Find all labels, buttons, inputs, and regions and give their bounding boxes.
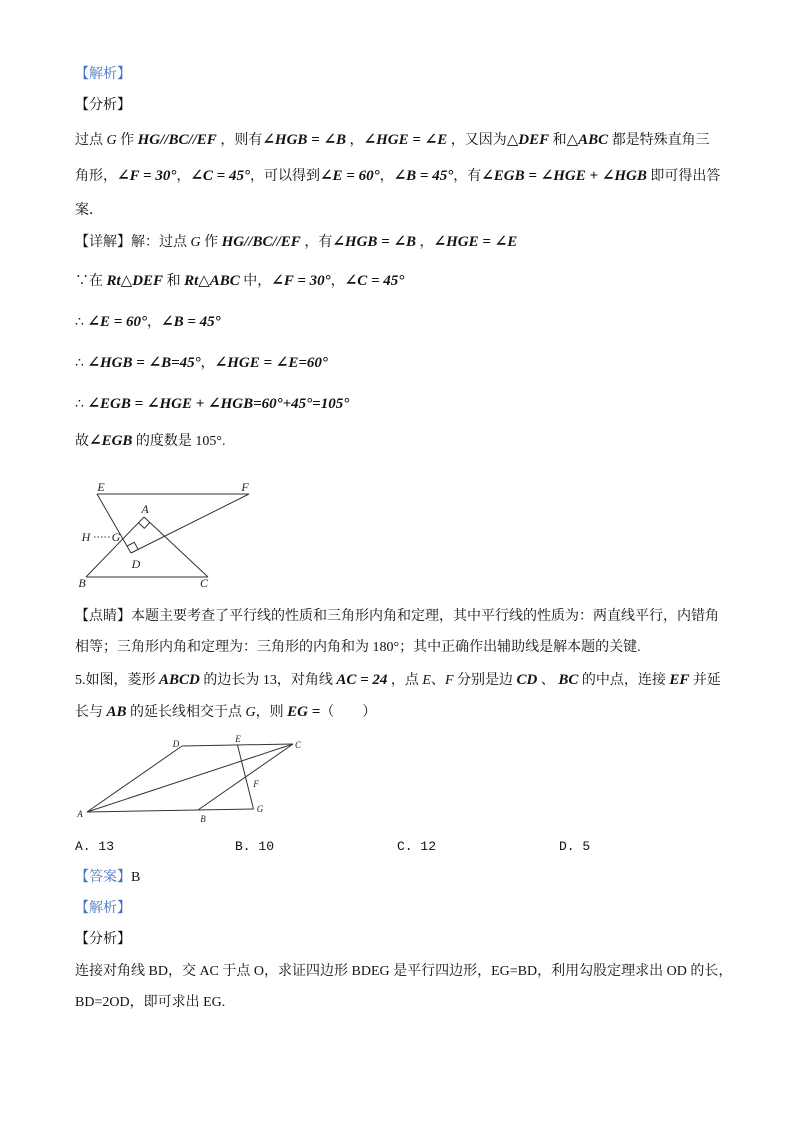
segment-eg <box>238 745 254 809</box>
point-label-b: B <box>200 814 206 824</box>
section-tag-answer: 【答案】 <box>75 870 131 885</box>
math-expression: ∠HGB = ∠B=45° <box>87 355 201 371</box>
math-variable: G <box>245 705 256 720</box>
math-expression: ∠HGE = ∠E <box>433 234 518 250</box>
point-label-d: D <box>131 557 141 571</box>
text-run: 长与 <box>75 705 107 720</box>
text-run: 即可得出答 <box>646 169 721 184</box>
math-expression: ∠EGB <box>89 433 133 449</box>
math-expression: ∠F = 30° <box>117 168 177 184</box>
math-expression: △ABC <box>566 132 609 148</box>
text-run: ，又因为 <box>447 133 507 148</box>
point-label-e: E <box>235 734 241 744</box>
text-run: 的延长线相交于点 <box>126 705 246 720</box>
text-run: ， <box>147 315 162 330</box>
option-b: B. 10 <box>235 839 275 854</box>
math-expression: ∠F = 30° <box>271 273 331 289</box>
section-tag-jiexi: 【解析】 <box>75 901 131 916</box>
math-expression: ∠B = 45° <box>161 314 221 330</box>
point-label-d: D <box>172 739 180 749</box>
key-point-line: 【点睛】本题主要考查了平行线的性质和三角形内角和定理，其中平行线的性质为：两直线平行，内错角 <box>75 609 719 624</box>
analysis-line <box>75 130 710 150</box>
option-c: C. 12 <box>397 839 437 854</box>
math-expression: AC = 24 <box>336 672 388 688</box>
diagonal-ac <box>87 744 293 812</box>
math-expression: ∠HGE = ∠E=60° <box>214 355 328 371</box>
math-expression: ∠E = 60° <box>87 314 148 330</box>
detail-line <box>75 271 404 291</box>
math-expression: ABCD <box>159 672 200 688</box>
math-expression: BC <box>558 672 579 688</box>
math-expression: Rt△DEF <box>106 273 164 289</box>
math-expression: HG//BC//EF <box>221 234 301 250</box>
point-label-e: E <box>97 480 105 494</box>
math-expression: ∠C = 45° <box>190 168 250 184</box>
text-run: 中， <box>239 274 272 289</box>
math-expression: CD <box>516 672 538 688</box>
point-label-g: G <box>111 530 121 544</box>
text-run: ， <box>346 133 364 148</box>
text-run: ， <box>176 169 191 184</box>
point-label-a: A <box>77 809 83 819</box>
detail-line <box>75 353 328 373</box>
math-variable: G <box>190 235 201 250</box>
text-run: ， <box>200 356 215 371</box>
question-stem-line <box>75 670 721 690</box>
point-label-c: C <box>199 576 209 590</box>
math-expression: ∠HGE = ∠E <box>363 132 448 148</box>
text-run: 案． <box>75 203 103 218</box>
text-run: 和 <box>163 274 185 289</box>
text-run: 作 <box>116 133 138 148</box>
detail-line <box>75 394 349 414</box>
text-run: ∴ <box>75 356 88 371</box>
right-angle-mark-a <box>139 523 150 529</box>
text-run: ∴ <box>75 397 88 412</box>
segment-ag <box>87 809 254 812</box>
answer-line <box>75 868 140 888</box>
text-run: ，点 <box>387 673 423 688</box>
point-label-f: F <box>241 480 249 494</box>
text-run: 的中点，连接 <box>578 673 670 688</box>
math-expression: ∠E = 60° <box>319 168 380 184</box>
text-run: ∵在 <box>75 274 107 289</box>
math-expression: AB <box>106 704 127 720</box>
detail-line <box>75 232 517 252</box>
text-run: ，有 <box>300 235 333 250</box>
point-label-g: G <box>256 804 264 814</box>
rhombus-figure <box>70 735 310 830</box>
option-d: D. 5 <box>559 839 591 854</box>
text-run: 过点 <box>75 133 107 148</box>
analysis-line: 连接对角线 BD，交 AC 于点 O，求证四边形 BDEG 是平行四边形，EG=BD，利用勾股定理求出 OD 的长， <box>75 964 733 979</box>
text-run: 角形， <box>75 169 117 184</box>
point-label-c: C <box>294 740 302 750</box>
point-label-h: H <box>81 530 91 544</box>
section-tag-jiexi: 【解析】 <box>75 67 131 82</box>
math-expression: ∠HGB = ∠B <box>262 132 347 148</box>
text-run: 5.如图，菱形 <box>75 673 159 688</box>
math-expression: HG//BC//EF <box>137 132 217 148</box>
option-a: A. 13 <box>75 839 115 854</box>
text-run: 并延 <box>689 673 721 688</box>
segment-ed <box>97 494 131 553</box>
section-tag-fenxi: 【分析】 <box>75 932 131 947</box>
text-run: 都是特殊直角三 <box>608 133 710 148</box>
detail-line <box>75 312 221 332</box>
text-run: ，则 <box>255 705 288 720</box>
analysis-line: BD=2OD，即可求出 EG. <box>75 995 226 1010</box>
text-run: ， <box>379 169 394 184</box>
point-label-b: B <box>78 576 86 590</box>
text-run: 和 <box>549 133 567 148</box>
segment-ad <box>87 746 182 812</box>
math-variable: F <box>444 673 454 688</box>
text-run: 作 <box>200 235 222 250</box>
math-expression: △DEF <box>506 132 550 148</box>
point-label-a: A <box>141 502 149 516</box>
text-run: 故 <box>75 434 89 449</box>
text-run: ，可以得到 <box>249 169 320 184</box>
math-expression: ∠EGB = ∠HGE + ∠HGB=60°+45°=105° <box>87 396 350 412</box>
math-variable: E <box>422 673 431 688</box>
key-point-line: 相等；三角形内角和定理为：三角形的内角和为 180°；其中正确作出辅助线是解本题的关键. <box>75 640 641 655</box>
text-run: 的度数是 105°. <box>132 434 226 449</box>
detail-line <box>75 431 226 451</box>
question-stem-line <box>75 702 376 722</box>
text-run: ∴ <box>75 315 88 330</box>
section-tag-fenxi: 【分析】 <box>75 98 131 113</box>
math-expression: ∠EGB = ∠HGE + ∠HGB <box>481 168 647 184</box>
text-run: ，则有 <box>216 133 263 148</box>
math-expression: Rt△ABC <box>184 273 240 289</box>
math-expression: ∠B = 45° <box>393 168 454 184</box>
text-run: （ ） <box>320 705 377 720</box>
text-run: 的边长为 13，对角线 <box>199 673 337 688</box>
segment-ac <box>144 517 208 577</box>
math-expression: ∠HGB = ∠B <box>332 234 417 250</box>
math-expression: EF <box>669 672 690 688</box>
analysis-line <box>75 201 103 221</box>
answer-value: B <box>131 870 141 885</box>
analysis-line <box>75 166 720 186</box>
text-run: 、 <box>537 673 559 688</box>
point-label-f: F <box>253 779 259 789</box>
set-square-figure <box>70 475 270 595</box>
math-expression: ∠C = 45° <box>344 273 405 289</box>
text-run: ，有 <box>453 169 482 184</box>
math-variable: G <box>106 133 117 148</box>
text-run: 【详解】解：过点 <box>75 235 191 250</box>
math-expression: EG = <box>287 704 321 720</box>
text-run: ， <box>416 235 434 250</box>
text-run: 分别是边 <box>453 673 517 688</box>
text-run: 、 <box>430 673 445 688</box>
text-run: ， <box>330 274 345 289</box>
